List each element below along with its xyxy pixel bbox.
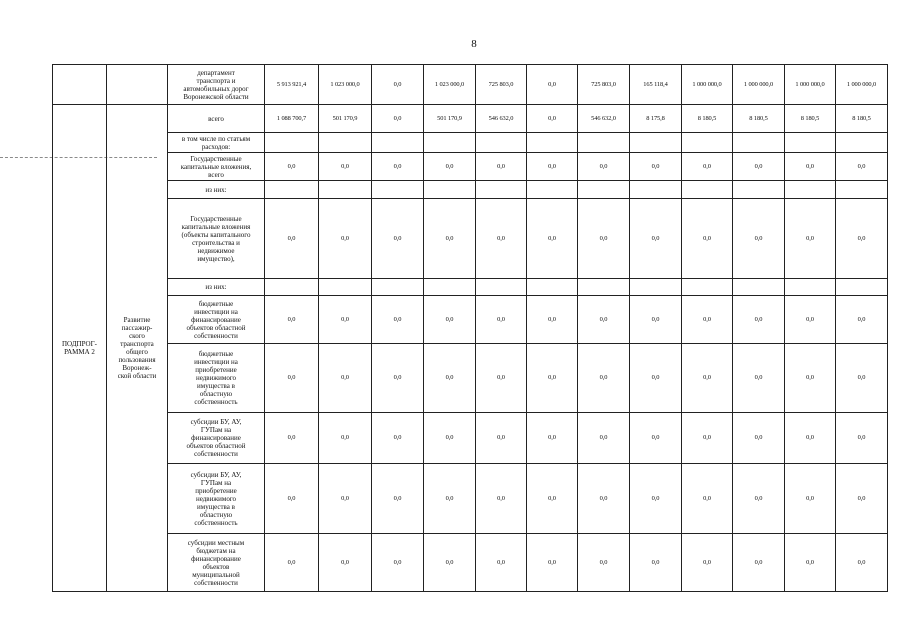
value-cell: 0,0 xyxy=(424,296,476,344)
value-cell: 0,0 xyxy=(836,344,888,413)
value-cell: 0,0 xyxy=(630,413,682,464)
value-cell xyxy=(836,279,888,296)
value-cell: 0,0 xyxy=(476,296,527,344)
value-cell: 0,0 xyxy=(733,344,785,413)
value-cell xyxy=(578,279,630,296)
value-cell xyxy=(424,181,476,199)
value-cell: 0,0 xyxy=(424,199,476,279)
value-cell: 0,0 xyxy=(527,199,578,279)
value-cell: 0,0 xyxy=(424,413,476,464)
value-cell: 0,0 xyxy=(682,296,733,344)
value-cell: 0,0 xyxy=(785,199,836,279)
page-number: 8 xyxy=(471,38,477,50)
value-cell xyxy=(836,133,888,153)
value-cell xyxy=(319,279,372,296)
value-cell: 0,0 xyxy=(319,199,372,279)
value-cell: 0,0 xyxy=(836,464,888,534)
table-row xyxy=(53,413,888,464)
value-cell: 0,0 xyxy=(527,534,578,592)
value-cell xyxy=(319,133,372,153)
value-cell: 0,0 xyxy=(527,464,578,534)
row-label-cell: субсидии БУ, АУ, ГУПам на приобретение недвижимого имущества в областную собственность xyxy=(168,464,265,534)
empty-cell xyxy=(107,65,168,105)
row-label-cell: из них: xyxy=(168,181,265,199)
value-cell: 0,0 xyxy=(319,153,372,181)
value-cell: 0,0 xyxy=(578,464,630,534)
value-cell xyxy=(527,133,578,153)
value-cell: 0,0 xyxy=(319,534,372,592)
value-cell xyxy=(630,279,682,296)
value-cell: 0,0 xyxy=(733,413,785,464)
value-cell: 0,0 xyxy=(424,464,476,534)
table-row xyxy=(53,464,888,534)
value-cell xyxy=(372,133,424,153)
value-cell: 0,0 xyxy=(785,464,836,534)
value-cell xyxy=(319,181,372,199)
value-cell: 501 170,9 xyxy=(424,105,476,133)
value-cell: 725 803,0 xyxy=(476,65,527,105)
value-cell: 0,0 xyxy=(476,464,527,534)
value-cell: 1 088 700,7 xyxy=(265,105,319,133)
value-cell: 0,0 xyxy=(527,105,578,133)
value-cell: 0,0 xyxy=(682,464,733,534)
value-cell xyxy=(476,133,527,153)
value-cell: 0,0 xyxy=(682,199,733,279)
value-cell: 0,0 xyxy=(630,534,682,592)
value-cell: 0,0 xyxy=(578,153,630,181)
value-cell: 0,0 xyxy=(527,153,578,181)
value-cell: 0,0 xyxy=(265,534,319,592)
value-cell: 0,0 xyxy=(836,413,888,464)
table-row xyxy=(53,105,888,133)
value-cell: 0,0 xyxy=(578,344,630,413)
value-cell: 0,0 xyxy=(527,344,578,413)
value-cell: 8 180,5 xyxy=(682,105,733,133)
value-cell xyxy=(424,279,476,296)
value-cell xyxy=(630,133,682,153)
value-cell xyxy=(578,181,630,199)
table-row xyxy=(53,133,888,153)
value-cell: 0,0 xyxy=(372,296,424,344)
value-cell: 0,0 xyxy=(476,534,527,592)
value-cell: 0,0 xyxy=(836,153,888,181)
table-row xyxy=(53,534,888,592)
value-cell xyxy=(424,133,476,153)
value-cell xyxy=(372,181,424,199)
row-label-cell: в том числе по статьям расходов: xyxy=(168,133,265,153)
value-cell: 0,0 xyxy=(265,199,319,279)
value-cell xyxy=(265,181,319,199)
value-cell: 0,0 xyxy=(476,199,527,279)
value-cell: 0,0 xyxy=(578,413,630,464)
table-row xyxy=(53,153,888,181)
table-row xyxy=(53,199,888,279)
value-cell: 0,0 xyxy=(785,413,836,464)
value-cell xyxy=(527,279,578,296)
value-cell xyxy=(733,181,785,199)
row-label-cell: всего xyxy=(168,105,265,133)
value-cell: 0,0 xyxy=(424,344,476,413)
row-label-cell: из них: xyxy=(168,279,265,296)
value-cell: 0,0 xyxy=(372,413,424,464)
value-cell xyxy=(733,279,785,296)
value-cell: 0,0 xyxy=(682,413,733,464)
value-cell: 501 170,9 xyxy=(319,105,372,133)
value-cell: 0,0 xyxy=(265,464,319,534)
empty-cell xyxy=(53,65,107,105)
row-label-cell: бюджетные инвестиции на финансирование объектов областной собственности xyxy=(168,296,265,344)
value-cell: 0,0 xyxy=(733,534,785,592)
value-cell: 725 803,0 xyxy=(578,65,630,105)
value-cell: 546 632,0 xyxy=(476,105,527,133)
value-cell xyxy=(682,133,733,153)
value-cell: 0,0 xyxy=(836,199,888,279)
value-cell: 0,0 xyxy=(476,153,527,181)
value-cell: 0,0 xyxy=(682,534,733,592)
value-cell: 0,0 xyxy=(630,199,682,279)
value-cell: 0,0 xyxy=(733,296,785,344)
value-cell: 0,0 xyxy=(265,153,319,181)
value-cell: 8 180,5 xyxy=(836,105,888,133)
row-label-cell: бюджетные инвестиции на приобретение недвижимого имущества в областную собственность xyxy=(168,344,265,413)
value-cell xyxy=(578,133,630,153)
value-cell: 0,0 xyxy=(733,464,785,534)
value-cell: 0,0 xyxy=(372,153,424,181)
value-cell: 0,0 xyxy=(527,296,578,344)
value-cell xyxy=(785,133,836,153)
value-cell: 0,0 xyxy=(265,296,319,344)
value-cell: 0,0 xyxy=(578,199,630,279)
value-cell: 0,0 xyxy=(785,153,836,181)
value-cell: 1 000 000,0 xyxy=(836,65,888,105)
row-label-cell: Государственные капитальные вложения (объекты капитального строительства и недвижимое имущество), xyxy=(168,199,265,279)
table-row xyxy=(53,344,888,413)
value-cell: 1 023 000,0 xyxy=(319,65,372,105)
value-cell xyxy=(265,279,319,296)
subprogram-label-cell: ПОДПРОГ- РАММА 2 xyxy=(53,105,107,592)
value-cell xyxy=(682,279,733,296)
value-cell: 1 000 000,0 xyxy=(785,65,836,105)
value-cell: 0,0 xyxy=(476,413,527,464)
value-cell: 1 000 000,0 xyxy=(682,65,733,105)
value-cell: 0,0 xyxy=(785,296,836,344)
value-cell: 0,0 xyxy=(630,153,682,181)
value-cell xyxy=(476,181,527,199)
value-cell xyxy=(372,279,424,296)
value-cell: 0,0 xyxy=(630,344,682,413)
value-cell: 0,0 xyxy=(319,344,372,413)
value-cell: 5 913 921,4 xyxy=(265,65,319,105)
value-cell: 0,0 xyxy=(785,344,836,413)
value-cell xyxy=(527,181,578,199)
row-label-cell: субсидии БУ, АУ, ГУПам на финансирование объектов областной собственности xyxy=(168,413,265,464)
value-cell xyxy=(785,279,836,296)
row-label-cell: департамент транспорта и автомобильных дорог Воронежской области xyxy=(168,65,265,105)
value-cell: 0,0 xyxy=(630,296,682,344)
value-cell: 0,0 xyxy=(372,534,424,592)
table-row xyxy=(53,65,888,105)
value-cell xyxy=(785,181,836,199)
value-cell: 165 118,4 xyxy=(630,65,682,105)
value-cell xyxy=(265,133,319,153)
value-cell: 546 632,0 xyxy=(578,105,630,133)
value-cell: 0,0 xyxy=(836,534,888,592)
value-cell: 0,0 xyxy=(733,199,785,279)
row-label-cell: субсидии местным бюджетам на финансирование объектов муниципальной собственности xyxy=(168,534,265,592)
value-cell: 0,0 xyxy=(578,296,630,344)
value-cell: 0,0 xyxy=(682,344,733,413)
value-cell: 0,0 xyxy=(319,413,372,464)
value-cell: 0,0 xyxy=(476,344,527,413)
table-row xyxy=(53,296,888,344)
value-cell: 1 000 000,0 xyxy=(733,65,785,105)
subprogram-name-cell: Развитие пассажир- ского транспорта общего пользования Воронеж- ской области xyxy=(107,105,168,592)
value-cell: 0,0 xyxy=(265,344,319,413)
value-cell: 0,0 xyxy=(527,65,578,105)
row-label-cell: Государственные капитальные вложения, всего xyxy=(168,153,265,181)
value-cell xyxy=(733,133,785,153)
value-cell: 0,0 xyxy=(836,296,888,344)
value-cell: 0,0 xyxy=(265,413,319,464)
value-cell: 0,0 xyxy=(372,464,424,534)
value-cell: 8 175,8 xyxy=(630,105,682,133)
value-cell: 0,0 xyxy=(733,153,785,181)
value-cell: 8 180,5 xyxy=(785,105,836,133)
value-cell: 0,0 xyxy=(682,153,733,181)
value-cell: 0,0 xyxy=(527,413,578,464)
value-cell: 1 023 000,0 xyxy=(424,65,476,105)
value-cell: 0,0 xyxy=(372,65,424,105)
table-row xyxy=(53,279,888,296)
value-cell: 0,0 xyxy=(578,534,630,592)
value-cell: 0,0 xyxy=(319,296,372,344)
value-cell: 0,0 xyxy=(372,199,424,279)
table-row xyxy=(53,181,888,199)
value-cell: 8 180,5 xyxy=(733,105,785,133)
value-cell: 0,0 xyxy=(424,534,476,592)
value-cell: 0,0 xyxy=(372,105,424,133)
budget-table xyxy=(52,64,888,592)
value-cell: 0,0 xyxy=(630,464,682,534)
value-cell: 0,0 xyxy=(319,464,372,534)
value-cell: 0,0 xyxy=(785,534,836,592)
value-cell xyxy=(682,181,733,199)
value-cell: 0,0 xyxy=(424,153,476,181)
value-cell xyxy=(476,279,527,296)
value-cell xyxy=(836,181,888,199)
value-cell: 0,0 xyxy=(372,344,424,413)
value-cell xyxy=(630,181,682,199)
